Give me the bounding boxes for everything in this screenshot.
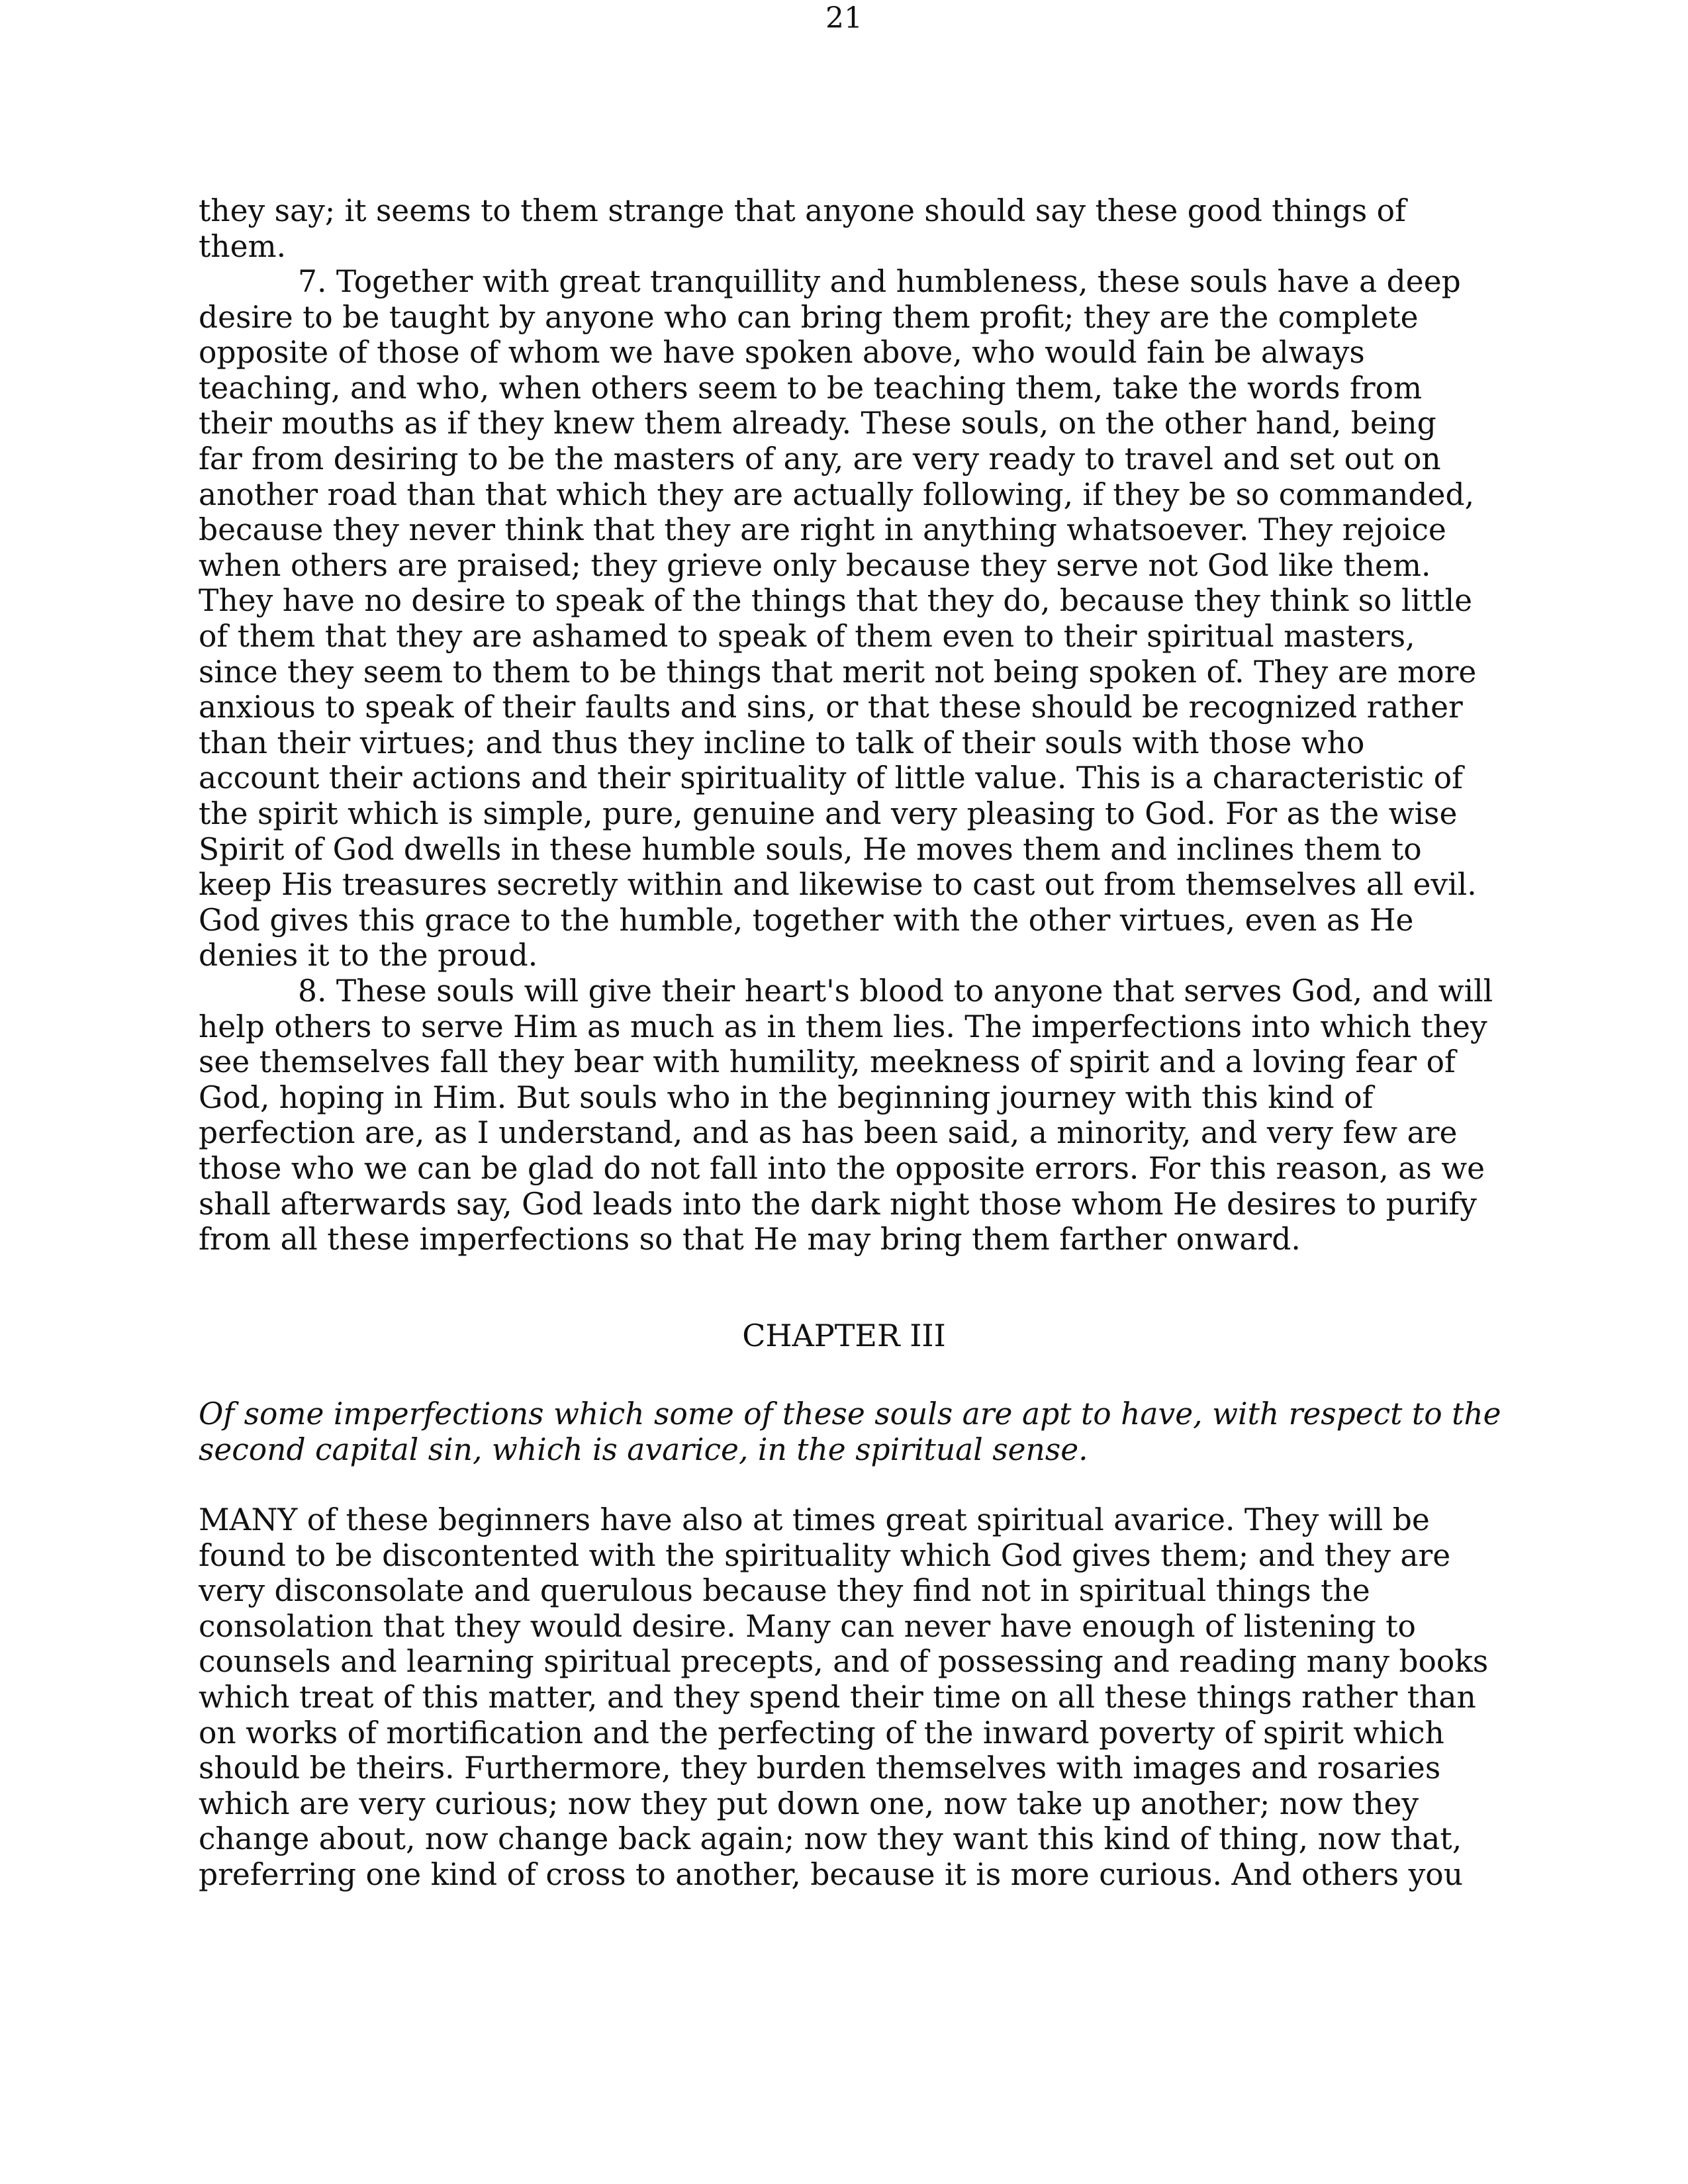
chapter-body-paragraph bbox=[199, 1502, 1489, 1893]
subtitle-line: Of some imperfections which some of these souls are apt to have, with respect to the bbox=[199, 1396, 1501, 1432]
text-line: which are very curious; now they put down one, now take up another; now they bbox=[199, 1786, 1419, 1821]
text-line: opposite of those of whom we have spoken above, who would fain be always bbox=[199, 335, 1365, 371]
text-line: anxious to speak of their faults and sins, or that these should be recognized rather bbox=[199, 690, 1463, 725]
text-line: because they never think that they are right in anything whatsoever. They rejoice bbox=[199, 512, 1446, 548]
text-line: They have no desire to speak of the things that they do, because they think so little bbox=[199, 583, 1473, 619]
text-line: 8. These souls will give their heart's blood to anyone that serves God, and will bbox=[298, 974, 1493, 1009]
paragraph-8 bbox=[199, 974, 1493, 1257]
text-line: them. bbox=[199, 228, 287, 264]
text-line: since they seem to them to be things that merit not being spoken of. They are more bbox=[199, 654, 1477, 690]
text-line: change about, now change back again; now they want this kind of thing, now that, bbox=[199, 1821, 1462, 1857]
text-line: help others to serve Him as much as in them lies. The imperfections into which they bbox=[199, 1009, 1487, 1044]
paragraph-7 bbox=[199, 264, 1486, 974]
chapter-heading: CHAPTER III bbox=[742, 1318, 946, 1353]
chapter-subtitle bbox=[199, 1396, 1501, 1467]
text-line: far from desiring to be the masters of any, are very ready to travel and set out on bbox=[199, 441, 1441, 477]
text-line: on works of mortification and the perfecting of the inward poverty of spirit which bbox=[199, 1715, 1444, 1751]
text-line: of them that they are ashamed to speak of them even to their spiritual masters, bbox=[199, 618, 1415, 654]
text-line: denies it to the proud. bbox=[199, 938, 538, 974]
text-line: preferring one kind of cross to another, because it is more curious. And others you bbox=[199, 1856, 1464, 1892]
text-line: see themselves fall they bear with humility, meekness of spirit and a loving fear of bbox=[199, 1044, 1456, 1080]
text-line: desire to be taught by anyone who can bring them profit; they are the complete bbox=[199, 299, 1419, 335]
text-line: God, hoping in Him. But souls who in the beginning journey with this kind of bbox=[199, 1079, 1374, 1115]
text-line: than their virtues; and thus they incline to talk of their souls with those who bbox=[199, 725, 1365, 760]
page-number: 21 bbox=[825, 1, 863, 35]
text-line: God gives this grace to the humble, together with the other virtues, even as He bbox=[199, 902, 1414, 938]
text-line: found to be discontented with the spirituality which God gives them; and they are bbox=[199, 1537, 1451, 1573]
subtitle-line: second capital sin, which is avarice, in the spiritual sense. bbox=[199, 1432, 1088, 1467]
text-line: keep His treasures secretly within and likewise to cast out from themselves all evil. bbox=[199, 867, 1477, 903]
text-line: when others are praised; they grieve only because they serve not God like them. bbox=[199, 547, 1431, 583]
text-line: 7. Together with great tranquillity and humbleness, these souls have a deep bbox=[298, 264, 1461, 299]
text-line: shall afterwards say, God leads into the dark night those whom He desires to purify bbox=[199, 1186, 1477, 1222]
text-line: perfection are, as I understand, and as has been said, a minority, and very few are bbox=[199, 1115, 1458, 1151]
continued-paragraph bbox=[199, 193, 1486, 264]
text-line: another road than that which they are actually following, if they be so commanded, bbox=[199, 477, 1475, 512]
text-line: teaching, and who, when others seem to be teaching them, take the words from bbox=[199, 370, 1423, 406]
text-line: should be theirs. Furthermore, they burden themselves with images and rosaries bbox=[199, 1751, 1441, 1786]
text-line: which treat of this matter, and they spend their time on all these things rather than bbox=[199, 1679, 1476, 1715]
text-line: counsels and learning spiritual precepts, and of possessing and reading many books bbox=[199, 1644, 1489, 1680]
text-line: account their actions and their spirituality of little value. This is a characteristic of bbox=[199, 760, 1463, 796]
text-line: they say; it seems to them strange that anyone should say these good things of bbox=[199, 193, 1406, 228]
text-line: Spirit of God dwells in these humble souls, He moves them and inclines them to bbox=[199, 831, 1422, 867]
text-line: consolation that they would desire. Many can never have enough of listening to bbox=[199, 1608, 1416, 1644]
text-line: those who we can be glad do not fall into the opposite errors. For this reason, as we bbox=[199, 1150, 1485, 1186]
text-line: from all these imperfections so that He may bring them farther onward. bbox=[199, 1222, 1301, 1257]
text-line: very disconsolate and querulous because they find not in spiritual things the bbox=[199, 1573, 1370, 1609]
text-line: the spirit which is simple, pure, genuine and very pleasing to God. For as the wise bbox=[199, 796, 1458, 831]
text-line: their mouths as if they knew them already. These souls, on the other hand, being bbox=[199, 406, 1436, 441]
text-line: MANY of these beginners have also at times great spiritual avarice. They will be bbox=[199, 1502, 1430, 1537]
